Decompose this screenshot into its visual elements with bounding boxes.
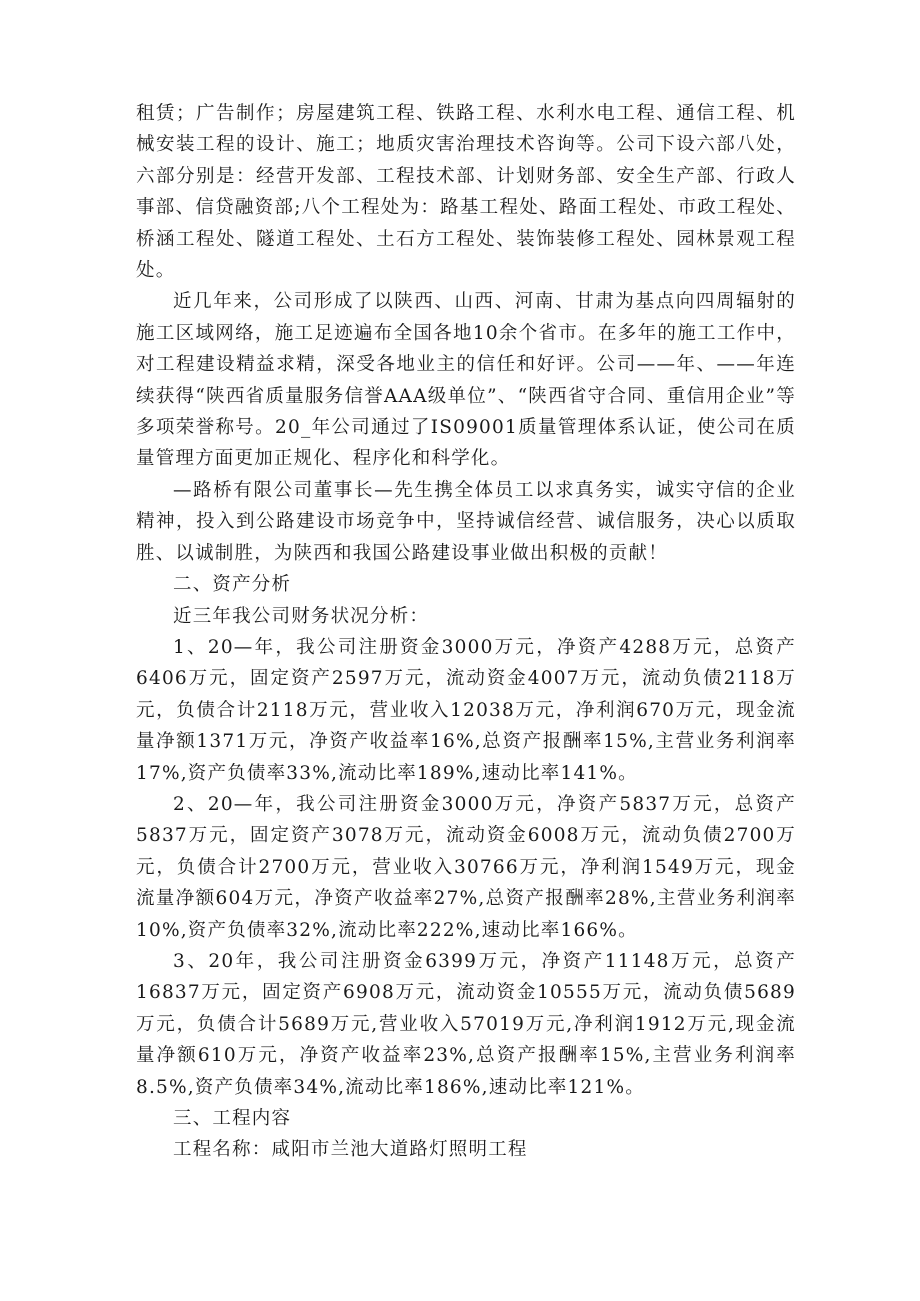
paragraph-financial-year-2: 2、20—年，我公司注册资金3000万元，净资产5837万元，总资产5837万元，固定资产3078万元，流动资金6008万元，流动负债2700万元，负债合计2700万元，营业收入30766万元，净利润1549万元，现金流量净额604万元，净资产收益率27%,总资产报酬率28%,主营业务利润率10%,资产负债率32%,流动比率222%,速动比率166%。 bbox=[136, 793, 796, 941]
paragraph-project-name: 工程名称：咸阳市兰池大道路灯照明工程 bbox=[173, 1139, 528, 1161]
paragraph-financial-year-1: 1、20—年，我公司注册资金3000万元，净资产4288万元，总资产6406万元，固定资产2597万元，流动资金4007万元，流动负债2118万元，负债合计2118万元，营业收入12038万元，净利润670万元，现金流量净额1371万元，净资产收益率16%,总资产报酬率15%,主营业务利润率17%,资产负债率33%,流动比率189%,速动比率141%。 bbox=[136, 636, 796, 784]
section-heading-asset-analysis: 二、资产分析 bbox=[173, 574, 292, 596]
paragraph-chairman: —路桥有限公司董事长—先生携全体员工以求真务实，诚实守信的企业精神，投入到公路建设市场竞争中，坚持诚信经营、诚信服务，决心以质取胜、以诚制胜，为陕西和我国公路建设事业做出积极的贡献！ bbox=[136, 479, 796, 564]
paragraph-financial-intro: 近三年我公司财务状况分析： bbox=[173, 605, 430, 627]
paragraph-financial-year-3: 3、20年，我公司注册资金6399万元，净资产11148万元，总资产16837万元，固定资产6908万元，流动资金10555万元，流动负债5689万元，负债合计5689万元,营业收入57019万元,净利润1912万元,现金流量净额610万元，净资产收益率23%,总资产报酬率15%,主营业务利润率8.5%,资产负债率34%,流动比率186%,速动比率121%。 bbox=[136, 950, 796, 1098]
section-heading-project-content: 三、工程内容 bbox=[173, 1108, 292, 1129]
paragraph-company-history: 近几年来，公司形成了以陕西、山西、河南、甘肃为基点向四周辐射的施工区域网络，施工足迹遍布全国各地10余个省市。在多年的施工工作中，对工程建设精益求精，深受各地业主的信任和好评。公司——年、——年连续获得“陕西省质量服务信誉AAA级单位”、“陕西省守合同、重信用企业”等多项荣誉称号。20_年公司通过了IS09001质量管理体系认证，使公司在质量管理方面更加正规化、程序化和科学化。 bbox=[136, 291, 796, 470]
document-body bbox=[136, 98, 796, 1166]
paragraph-business-scope: 租赁；广告制作；房屋建筑工程、铁路工程、水利水电工程、通信工程、机械安装工程的设计、施工；地质灾害治理技术咨询等。公司下设六部八处，六部分别是：经营开发部、工程技术部、计划财务部、安全生产部、行政人事部、信贷融资部;八个工程处为：路基工程处、路面工程处、市政工程处、桥涵工程处、隧道工程处、土石方工程处、装饰装修工程处、园林景观工程处。 bbox=[136, 103, 796, 282]
